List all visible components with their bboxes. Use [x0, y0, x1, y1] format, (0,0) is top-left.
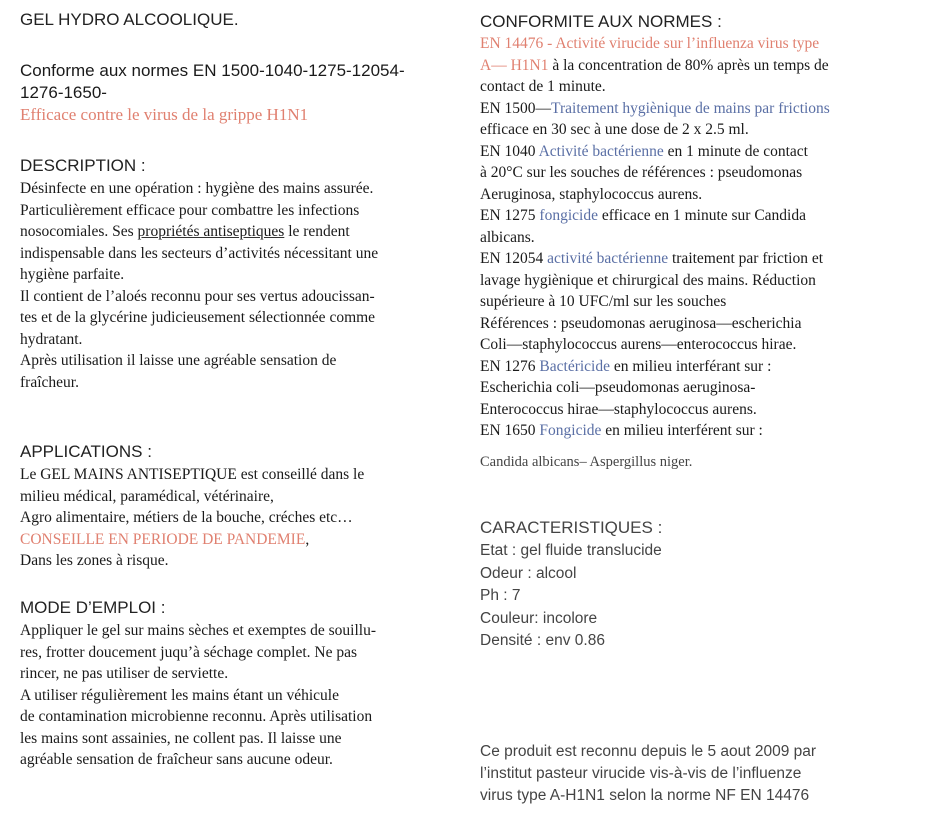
pandemic-notice: CONSEILLE EN PERIODE DE PANDEMIE	[20, 530, 306, 548]
mode-line: Appliquer le gel sur mains sèches et exemptes de souillu-	[20, 622, 376, 639]
characteristic-item: Ph : 7	[480, 587, 521, 604]
norm-en1500: EN 1500—Traitement hygiènique de mains par frictions	[480, 99, 830, 117]
mode-heading: MODE D’EMPLOI :	[20, 598, 166, 617]
footer-line: virus type A-H1N1 selon la norme NF EN 14476	[480, 787, 810, 804]
mode-line: res, frotter doucement juqu’à séchage complet. Ne pas	[20, 643, 357, 661]
description-body	[20, 178, 460, 393]
description-line: Après utilisation il laisse une agréable sensation de	[20, 352, 337, 369]
norm-en1275: EN 1275 fongicide efficace en 1 minute sur Candida	[480, 207, 806, 224]
norms-line-2: 1276-1650-	[20, 83, 107, 102]
norms-line-1: Conforme aux normes EN 1500-1040-1275-12054-	[20, 61, 405, 80]
product-title: GEL HYDRO ALCOOLIQUE.	[20, 10, 239, 29]
characteristic-item: Etat : gel fluide translucide	[480, 542, 662, 559]
norms-heading: CONFORMITE AUX NORMES :	[480, 12, 722, 31]
description-line: tes et de la glycérine judicieusement sélectionnée comme	[20, 309, 376, 326]
description-line: fraîcheur.	[20, 373, 79, 391]
norm-en1276: EN 1276 Bactéricide en milieu interférant sur :	[480, 357, 772, 375]
characteristic-item: Densité : env 0.86	[480, 632, 605, 649]
characteristics-heading: CARACTERISTIQUES :	[480, 518, 663, 537]
characteristic-item: Couleur: incolore	[480, 609, 598, 627]
norm-en1650-line2: Candida albicans– Aspergillus niger.	[480, 454, 693, 470]
description-line: Désinfecte en une opération : hygiène des mains assurée.	[20, 180, 374, 197]
applications-line: CONSEILLE EN PERIODE DE PANDEMIE,	[20, 530, 310, 548]
description-line: nosocomiales. Ses propriétés antiseptiques le rendent	[20, 223, 350, 240]
norms-summary	[20, 60, 460, 126]
norm-en14476: EN 14476 - Activité virucide sur l’influenza virus type	[480, 35, 820, 52]
mode-line: de contamination microbienne reconnu. Après utilisation	[20, 708, 373, 725]
description-line: hygiène parfaite.	[20, 266, 125, 283]
footer-line: l’institut pasteur virucide vis-à-vis de l’influenze	[480, 765, 802, 782]
antiseptic-properties-underlined: propriétés antiseptiques	[137, 223, 285, 240]
mode-line: A utiliser régulièrement les mains étant un véhicule	[20, 686, 339, 704]
description-line: hydratant.	[20, 330, 83, 348]
description-line: Particulièrement efficace pour combattre les infections	[20, 201, 360, 219]
footer-line: Ce produit est reconnu depuis le 5 aout 2009 par	[480, 743, 817, 760]
applications-line: milieu médical, paramédical, vétérinaire,	[20, 487, 274, 505]
efficacy-line: Efficace contre le virus de la grippe H1N1	[20, 105, 309, 124]
mode-line: agréable sensation de fraîcheur sans aucune odeur.	[20, 751, 333, 768]
norm-en12054: EN 12054 activité bactérienne traitement par friction et	[480, 250, 824, 267]
description-line: Il contient de l’aloés reconnu pour ses vertus adoucissan-	[20, 287, 375, 305]
description-heading: DESCRIPTION :	[20, 156, 146, 175]
applications-body	[20, 464, 460, 572]
applications-line: Agro alimentaire, métiers de la bouche, créches etc…	[20, 509, 353, 526]
applications-line: Dans les zones à risque.	[20, 552, 169, 569]
norm-en1040: EN 1040 Activité bactérienne en 1 minute de contact	[480, 142, 808, 160]
norms-list: EN 14476 - Activité virucide sur l’influenza virus type A— H1N1 à la concentration de 80% après un temps de contact de 1 minute. EN 1500—Traitement hygiènique de mains par frictions efficace en 30 sec à une dose de 2 x 2.5 ml. EN 1040 Activité bactérienne en 1 minute de contact à 20°C sur les souches de références : pseudomonas Aeruginosa, staphylococcus aurens. EN 1275 fongicide efficace en 1 minute sur Candida albicans. EN 12054 activité bactérienne traitement par friction et lavage hygiènique et chirurgical des mains. Réduction supérieure à 10 UFC/ml sur les souches Références : pseudomonas aeruginosa—escherichia Coli—staphylococcus aurens—enterococcus hirae. EN 1276 Bactéricide en milieu interférant sur : Escherichia coli—pseudomonas aeruginosa- Enterococcus hirae—staphylococcus aurens. EN 1650 Fongicide en milieu interférent sur :	[480, 33, 920, 442]
applications-heading: APPLICATIONS :	[20, 442, 152, 461]
footer-note	[480, 741, 920, 807]
mode-line: rincer, ne pas utiliser de serviette.	[20, 665, 229, 682]
norm-en1650: EN 1650 Fongicide en milieu interférent sur :	[480, 422, 763, 439]
applications-line: Le GEL MAINS ANTISEPTIQUE est conseillé dans le	[20, 466, 365, 483]
description-line: indispensable dans les secteurs d’activités nécessitant une	[20, 244, 379, 262]
characteristic-item: Odeur : alcool	[480, 564, 577, 582]
characteristics-list	[480, 540, 920, 653]
mode-body	[20, 620, 460, 771]
mode-line: les mains sont assainies, ne collent pas. Il laisse une	[20, 729, 342, 747]
